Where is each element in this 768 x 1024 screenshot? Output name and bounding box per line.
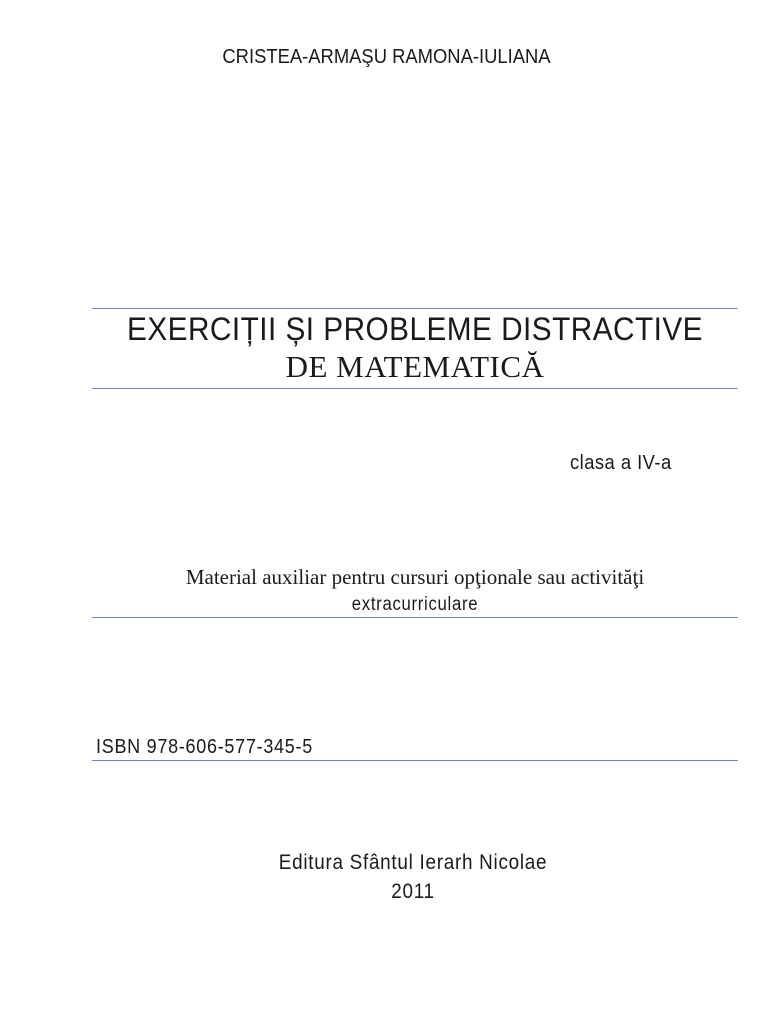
title-bottom-rule: [92, 388, 738, 389]
author-name: CRISTEA-ARMAŞU RAMONA-IULIANA: [222, 46, 551, 68]
subtitle: [92, 563, 738, 619]
publisher-name: Editura Sfântul Ierarh Nicolae: [278, 851, 548, 874]
document-title: [92, 310, 738, 386]
title-line-2: DE MATEMATICĂ: [285, 349, 545, 384]
publication-year: 2011: [391, 880, 435, 903]
publisher-block: [0, 848, 768, 906]
title-line-1: EXERCIȚII ȘI PROBLEME DISTRACTIVE: [127, 311, 703, 347]
subtitle-rule: [92, 617, 738, 618]
isbn-rule: [92, 760, 738, 761]
isbn-number: ISBN 978-606-577-345-5: [96, 736, 313, 758]
subtitle-line-2: extracurriculare: [351, 594, 479, 615]
subtitle-line-1: Material auxiliar pentru cursuri opţionale sau activităţi: [185, 565, 645, 589]
grade-label: clasa a IV-a: [570, 452, 672, 474]
title-top-rule: [92, 308, 738, 309]
